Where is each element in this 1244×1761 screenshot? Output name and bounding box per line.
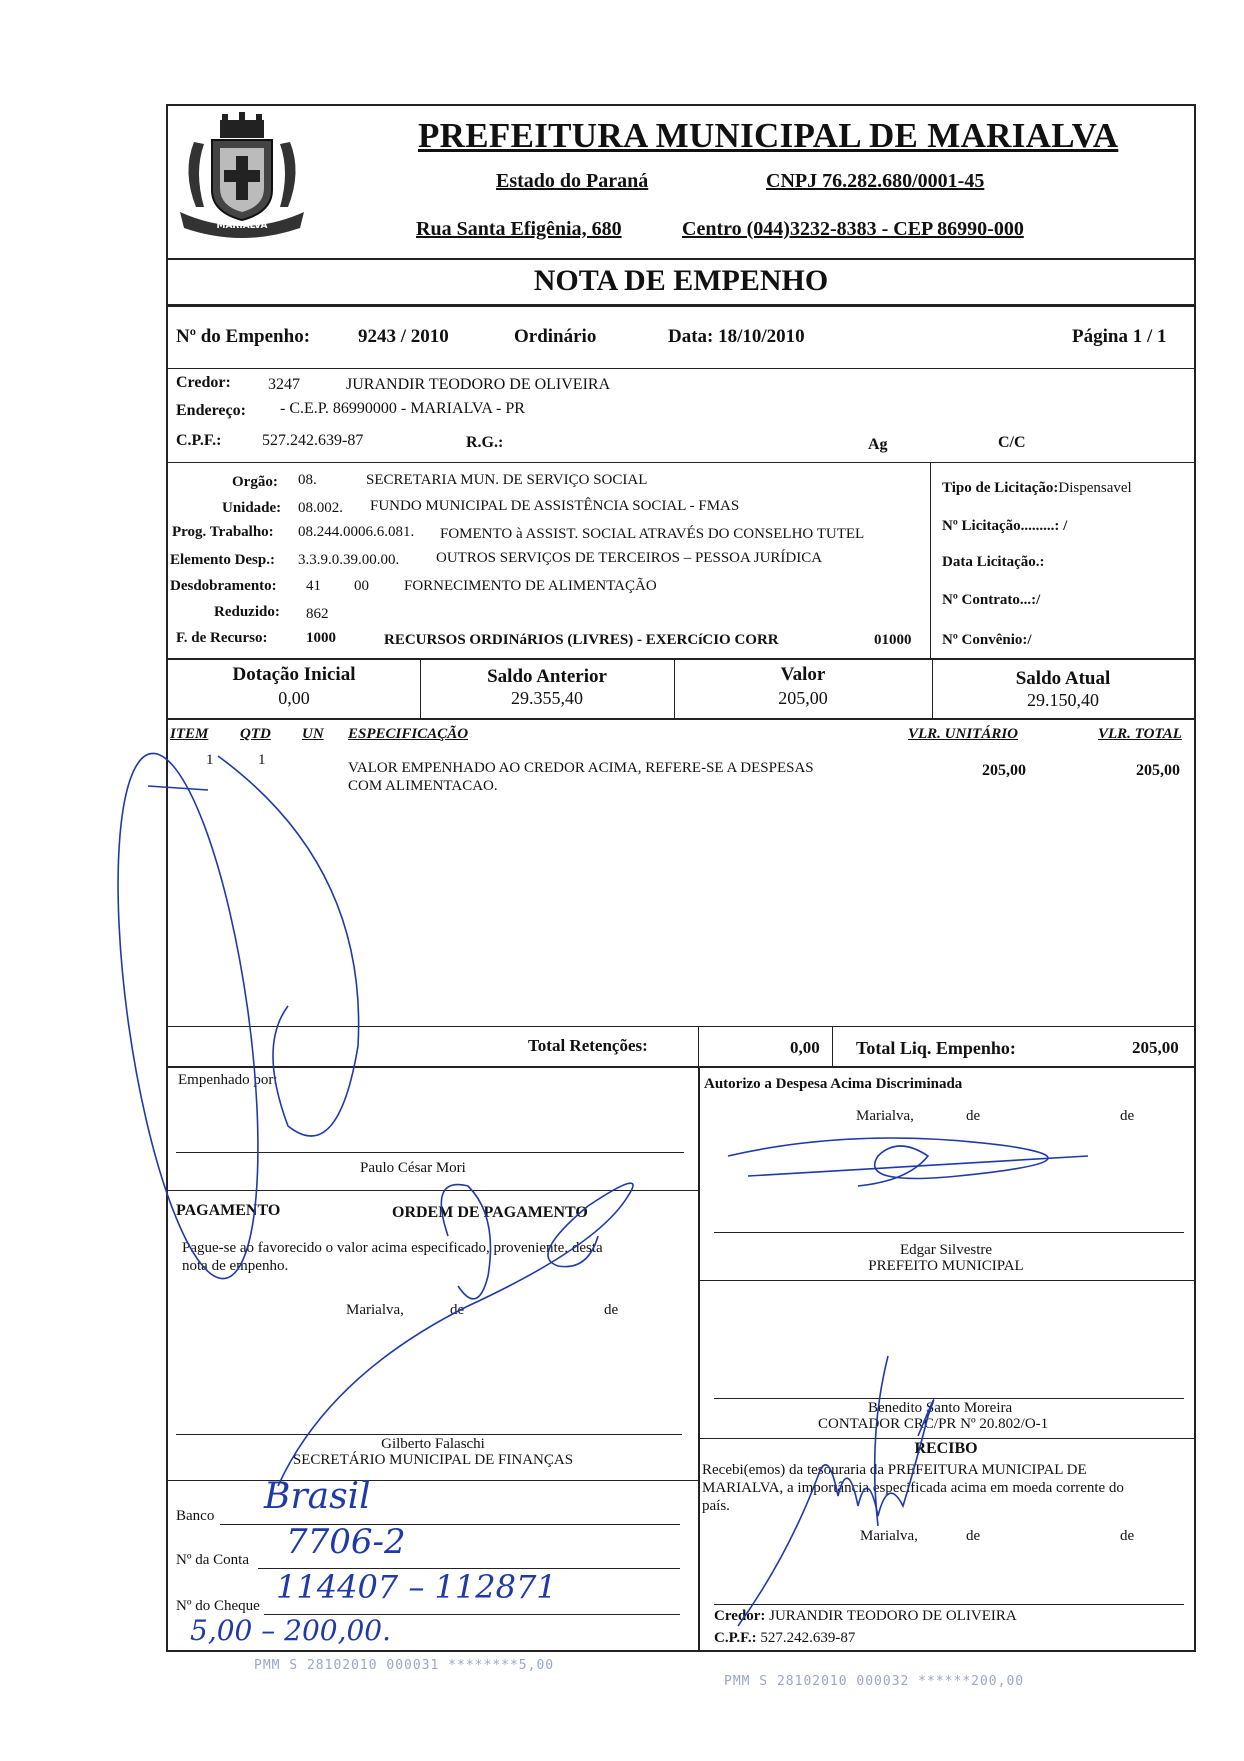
autorizo-place: Marialva, [856, 1108, 914, 1124]
col-header-un: UN [302, 726, 324, 742]
divider [832, 1026, 833, 1066]
credor-name: JURANDIR TEODORO DE OLIVEIRA [346, 376, 611, 393]
recibo-cpf-label: C.P.F.: [714, 1630, 757, 1646]
item-number: 1 [206, 752, 214, 768]
pagamento-text-line-1: Pague-se ao favorecido o valor acima especificado, proveniente, desta [182, 1240, 603, 1256]
recibo-signature [728, 1356, 988, 1646]
autorizo-de-2: de [1120, 1108, 1135, 1124]
municipal-crest-icon [174, 112, 310, 238]
handwritten-cheque-values: 5,00 – 200,00. [190, 1614, 392, 1647]
recurso-label: F. de Recurso: [176, 630, 268, 646]
item-spec-line-1: VALOR EMPENHADO AO CREDOR ACIMA, REFERE-SE A DESPESAS [348, 760, 814, 776]
bank-stamp-left: PMM S 28102010 000031 ********5,00 [254, 1658, 555, 1673]
pagamento-label: PAGAMENTO [176, 1202, 281, 1219]
dotacao-inicial-label: Dotação Inicial [232, 664, 356, 685]
valor-label: Valor [780, 664, 826, 685]
contrato-number: Nº Contrato...:/ [942, 592, 1041, 608]
saldo-atual-label: Saldo Atual [1015, 668, 1111, 689]
autorizo-label: Autorizo a Despesa Acima Discriminada [704, 1076, 963, 1092]
valor-value: 205,00 [778, 688, 828, 708]
prog-trabalho-label: Prog. Trabalho: [172, 524, 274, 540]
recibo-text-line-2: MARIALVA, a importância especificada acima em moeda corrente do [702, 1480, 1124, 1496]
col-header-total-value: VLR. TOTAL [1098, 726, 1182, 742]
financas-role: SECRETÁRIO MUNICIPAL DE FINANÇAS [292, 1452, 574, 1468]
banco-label: Banco [176, 1508, 215, 1524]
elemento-code: 3.3.9.0.39.00.00. [298, 552, 400, 568]
pagamento-place: Marialva, [346, 1302, 404, 1318]
recibo-place: Marialva, [860, 1528, 918, 1544]
page-number: Página 1 / 1 [1072, 326, 1167, 347]
divider [168, 658, 1194, 660]
recibo-cpf-value: 527.242.639-87 [760, 1630, 856, 1646]
address-label: Endereço: [176, 402, 246, 419]
saldo-atual-value: 29.150,40 [1027, 690, 1099, 710]
cpf-label: C.P.F.: [176, 432, 222, 449]
handwritten-cheque-numbers: 114407 – 112871 [276, 1568, 557, 1606]
recibo-de-1: de [966, 1528, 981, 1544]
convenio-number: Nº Convênio:/ [942, 632, 1032, 648]
nota-de-empenho-document [166, 104, 1196, 1652]
credor-cpf: 527.242.639-87 [262, 432, 364, 449]
col-header-unit-value: VLR. UNITÁRIO [908, 726, 1019, 742]
empenho-type: Ordinário [514, 326, 597, 347]
divider [168, 304, 1194, 307]
contador-role: CONTADOR CRC/PR Nº 20.802/O-1 [818, 1416, 1049, 1432]
total-retencoes-label: Total Retenções: [528, 1036, 648, 1055]
licitacao-date: Data Licitação.: [942, 554, 1045, 570]
pagamento-de-2: de [604, 1302, 619, 1318]
empenho-date: Data: 18/10/2010 [668, 326, 805, 347]
handwritten-account: 7706-2 [286, 1522, 406, 1562]
elemento-name: OUTROS SERVIÇOS DE TERCEIROS – PESSOA JURÍDICA [436, 550, 823, 566]
licitacao-type-label: Tipo de Licitação: [942, 480, 1059, 496]
prog-trabalho-code: 08.244.0006.6.081. [298, 524, 415, 540]
empenhado-por-label: Empenhado por: [178, 1072, 278, 1088]
total-retencoes-value: 0,00 [790, 1038, 820, 1057]
licitacao-type-value: Dispensavel [1058, 480, 1132, 496]
licitacao-type [942, 480, 1132, 497]
desdobramento-code: 41 [306, 578, 321, 594]
desdobramento-subcode: 00 [354, 578, 369, 594]
col-header-qtd: QTD [240, 726, 271, 742]
recibo-title: RECIBO [914, 1440, 978, 1457]
recibo-de-2: de [1120, 1528, 1135, 1544]
desdobramento-name: FORNECIMENTO DE ALIMENTAÇÃO [404, 578, 657, 594]
unidade-label: Unidade: [222, 500, 282, 516]
col-header-spec: ESPECIFICAÇÃO [348, 726, 469, 742]
reduzido-label: Reduzido: [214, 604, 280, 620]
state-label: Estado do Paraná [496, 170, 649, 192]
recibo-credor-name: JURANDIR TEODORO DE OLIVEIRA [769, 1608, 1017, 1624]
rg-label: R.G.: [466, 434, 504, 451]
item-total-value: 205,00 [1136, 762, 1180, 779]
licitacao-number: Nº Licitação.........: / [942, 518, 1068, 534]
cnpj-label: CNPJ 76.282.680/0001-45 [766, 170, 985, 192]
signature-line [714, 1232, 1184, 1233]
divider [168, 718, 1194, 720]
recurso-code-2: 01000 [874, 632, 912, 648]
divider [930, 462, 931, 660]
total-liquido-label: Total Liq. Empenho: [856, 1038, 1016, 1058]
bank-stamp-right: PMM S 28102010 000032 ******200,00 [724, 1674, 1025, 1689]
credor-label: Credor: [176, 374, 231, 391]
pagamento-text-line-2: nota de empenho. [182, 1258, 289, 1274]
recurso-name: RECURSOS ORDINáRIOS (LIVRES) - EXERCíCIO CORR [384, 632, 779, 648]
col-header-item: ITEM [170, 726, 209, 742]
orgao-code: 08. [298, 472, 317, 488]
orgao-label: Orgão: [232, 474, 278, 490]
divider [168, 368, 1194, 369]
prefeito-signature [708, 1116, 1128, 1206]
desdobramento-label: Desdobramento: [170, 578, 277, 594]
document-title: NOTA DE EMPENHO [533, 264, 829, 297]
prog-trabalho-name: FOMENTO à ASSIST. SOCIAL ATRAVÉS DO CONSELHO TUTEL [440, 526, 865, 542]
recibo-text-line-3: país. [702, 1498, 730, 1514]
empenho-number: 9243 / 2010 [358, 326, 449, 347]
cheque-label: Nº do Cheque [176, 1598, 260, 1614]
reduzido-value: 862 [306, 606, 329, 622]
street-address: Rua Santa Efigênia, 680 [416, 218, 622, 240]
saldo-anterior-value: 29.355,40 [511, 688, 583, 708]
divider [698, 1066, 700, 1652]
svg-text:MARIALVA: MARIALVA [216, 221, 268, 231]
divider [168, 258, 1194, 260]
empenhado-por-signer: Paulo César Mori [360, 1160, 466, 1176]
contador-name: Benedito Santo Moreira [868, 1400, 1013, 1416]
divider [168, 462, 1194, 463]
handwritten-bank: Brasil [264, 1476, 371, 1517]
empenho-number-label: Nº do Empenho: [176, 326, 311, 347]
elemento-label: Elemento Desp.: [170, 552, 275, 568]
unidade-code: 08.002. [298, 500, 343, 516]
recibo-text-line-1: Recebi(emos) da tesouraria da PREFEITURA MUNICIPAL DE [702, 1462, 1087, 1478]
financas-signer: Gilberto Falaschi [381, 1436, 485, 1452]
credor-code: 3247 [268, 376, 300, 393]
item-qty: 1 [258, 752, 266, 768]
agency-label: Ag [868, 436, 888, 453]
saldo-anterior-label: Saldo Anterior [487, 666, 607, 687]
autorizo-de-1: de [966, 1108, 981, 1124]
neighborhood-phone-cep: Centro (044)3232-8383 - CEP 86990-000 [682, 218, 1024, 240]
credor-address: - C.E.P. 86990000 - MARIALVA - PR [280, 400, 525, 417]
total-liquido-value: 205,00 [1132, 1038, 1179, 1057]
unidade-name: FUNDO MUNICIPAL DE ASSISTÊNCIA SOCIAL - FMAS [370, 498, 740, 514]
orgao-name: SECRETARIA MUN. DE SERVIÇO SOCIAL [366, 472, 648, 488]
recibo-credor-label: Credor: [714, 1608, 766, 1624]
city-hall-title: PREFEITURA MUNICIPAL DE MARIALVA [418, 116, 1119, 155]
item-spec-line-2: COM ALIMENTACAO. [348, 778, 498, 794]
dotacao-inicial-value: 0,00 [278, 688, 310, 708]
account-label: C/C [998, 434, 1026, 451]
pagamento-de-1: de [450, 1302, 465, 1318]
item-unit-value: 205,00 [982, 762, 1026, 779]
financas-signature [268, 1176, 688, 1506]
recurso-code: 1000 [306, 630, 336, 646]
prefeito-role: PREFEITO MUNICIPAL [868, 1258, 1024, 1274]
conta-label: Nº da Conta [176, 1552, 249, 1568]
divider [698, 1026, 699, 1066]
ordem-pagamento-label: ORDEM DE PAGAMENTO [392, 1204, 588, 1221]
prefeito-name: Edgar Silvestre [899, 1242, 993, 1258]
divider [698, 1280, 1194, 1281]
